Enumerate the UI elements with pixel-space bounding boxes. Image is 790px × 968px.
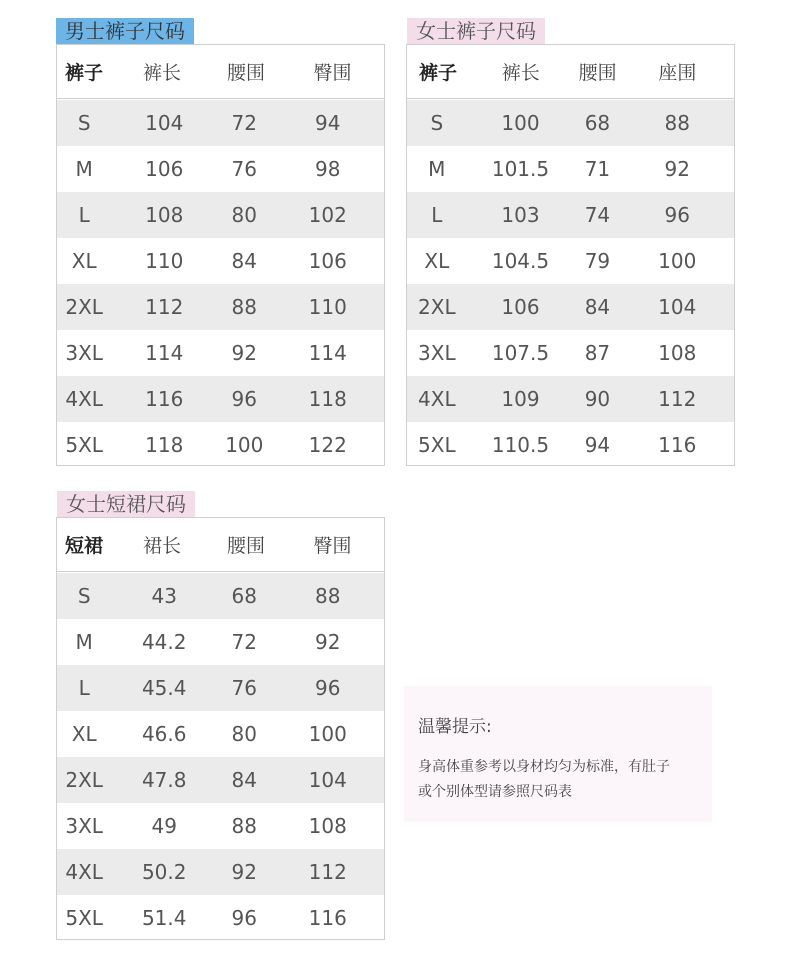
seat-cell: 108 [658,341,697,365]
header-cell: 腰围 [578,62,617,84]
length-cell: 116 [145,387,184,411]
hip-cell: 104 [308,768,347,792]
men-pants-title: 男士裤子尺码 [56,18,194,44]
waist-cell: 68 [584,111,611,135]
size-cell: 2XL [418,295,456,319]
table-body [407,99,734,468]
header-cell: 裤长 [501,62,540,84]
size-cell: XL [71,249,97,273]
length-cell: 51.4 [141,906,187,930]
waist-cell: 84 [231,249,257,273]
length-cell: 50.2 [141,860,187,884]
length-cell: 109 [501,387,540,411]
tip-box [404,686,712,822]
size-cell: 5XL [418,433,456,457]
hip-cell: 108 [308,814,347,838]
waist-cell: 80 [231,203,257,227]
seat-cell: 116 [658,433,697,457]
size-cell: 4XL [65,860,103,884]
length-cell: 104 [145,111,184,135]
table-row [407,238,734,284]
hip-cell: 98 [315,157,341,181]
length-cell: 118 [145,433,184,457]
length-cell: 106 [501,295,540,319]
hip-cell: 118 [308,387,347,411]
table-row [57,619,384,665]
size-cell: S [430,111,444,135]
table-row [57,284,384,330]
length-cell: 45.4 [141,676,187,700]
waist-cell: 80 [231,722,257,746]
seat-cell: 112 [658,387,697,411]
length-cell: 110 [145,249,184,273]
header-cell: 臀围 [313,535,352,557]
header-cell: 腰围 [226,535,265,557]
waist-cell: 87 [584,341,611,365]
waist-cell: 88 [231,814,257,838]
size-cell: S [77,111,91,135]
size-cell: 3XL [65,814,103,838]
hip-cell: 112 [308,860,347,884]
length-cell: 101.5 [491,157,550,181]
hip-cell: 114 [308,341,347,365]
header-cell: 裤长 [142,62,181,84]
hip-cell: 110 [308,295,347,319]
size-cell: M [75,630,93,654]
table-row [57,422,384,468]
waist-cell: 88 [231,295,257,319]
waist-cell: 76 [231,676,257,700]
header-cell: 裤子 [65,62,104,84]
hip-cell: 96 [315,676,341,700]
table-row [57,100,384,146]
size-cell: L [78,203,90,227]
length-cell: 47.8 [141,768,187,792]
waist-cell: 92 [231,860,257,884]
header-cell: 短裙 [65,535,104,557]
size-cell: XL [424,249,450,273]
size-cell: XL [71,722,97,746]
waist-cell: 72 [231,111,257,135]
size-cell: M [428,157,446,181]
length-cell: 103 [501,203,540,227]
waist-cell: 94 [584,433,611,457]
table-row [57,192,384,238]
size-cell: 3XL [418,341,456,365]
length-cell: 104.5 [491,249,550,273]
seat-cell: 104 [658,295,697,319]
table-row [57,146,384,192]
table-row [407,376,734,422]
table-body [57,99,384,468]
waist-cell: 71 [584,157,611,181]
hip-cell: 116 [308,906,347,930]
seat-cell: 96 [664,203,690,227]
seat-cell: 92 [664,157,690,181]
table-header [57,45,384,99]
size-cell: 2XL [65,295,103,319]
table-row [57,895,384,941]
table-row [407,192,734,238]
header-cell: 臀围 [313,62,352,84]
table-row [407,422,734,468]
length-cell: 108 [145,203,184,227]
women-skirt-title: 女士短裙尺码 [57,491,195,517]
length-cell: 112 [145,295,184,319]
length-cell: 114 [145,341,184,365]
waist-cell: 79 [584,249,611,273]
women-pants-title: 女士裤子尺码 [407,18,545,44]
hip-cell: 122 [308,433,347,457]
waist-cell: 76 [231,157,257,181]
header-cell: 腰围 [226,62,265,84]
waist-cell: 84 [231,768,257,792]
table-row [407,100,734,146]
size-cell: L [431,203,443,227]
size-cell: 4XL [65,387,103,411]
size-cell: M [75,157,93,181]
tip-line: 身高体重参考以身材均匀为标准，有肚子 [418,759,670,775]
table-row [407,146,734,192]
length-cell: 110.5 [491,433,550,457]
table-row [57,711,384,757]
waist-cell: 92 [231,341,257,365]
size-cell: 5XL [65,906,103,930]
table-row [57,757,384,803]
hip-cell: 88 [315,584,341,608]
tip-title: 温馨提示: [418,717,492,737]
table-row [57,665,384,711]
size-cell: 3XL [65,341,103,365]
hip-cell: 100 [308,722,347,746]
table-row [57,573,384,619]
header-cell: 裙长 [142,535,181,557]
table-row [57,330,384,376]
waist-cell: 72 [231,630,257,654]
length-cell: 107.5 [491,341,550,365]
length-cell: 43 [151,584,177,608]
table-body [57,572,384,941]
waist-cell: 84 [584,295,611,319]
length-cell: 44.2 [141,630,187,654]
table-row [57,376,384,422]
women-pants-table [406,44,735,466]
header-cell: 座围 [658,62,697,84]
header-cell: 裤子 [419,62,458,84]
length-cell: 49 [151,814,177,838]
tip-line: 或个别体型请参照尺码表 [418,784,572,800]
seat-cell: 88 [664,111,690,135]
table-row [57,803,384,849]
size-cell: L [78,676,90,700]
table-row [57,849,384,895]
length-cell: 100 [501,111,540,135]
men-pants-table [56,44,385,466]
hip-cell: 94 [315,111,341,135]
waist-cell: 74 [584,203,611,227]
size-cell: 4XL [418,387,456,411]
table-row [407,284,734,330]
table-row [407,330,734,376]
tip-text [418,755,698,805]
size-cell: 2XL [65,768,103,792]
length-cell: 46.6 [141,722,187,746]
seat-cell: 100 [658,249,697,273]
table-header [407,45,734,99]
waist-cell: 68 [231,584,257,608]
size-cell: 5XL [65,433,103,457]
waist-cell: 100 [225,433,264,457]
hip-cell: 102 [308,203,347,227]
waist-cell: 90 [584,387,611,411]
table-row [57,238,384,284]
waist-cell: 96 [231,387,257,411]
size-cell: S [77,584,91,608]
waist-cell: 96 [231,906,257,930]
length-cell: 106 [145,157,184,181]
table-header [57,518,384,572]
hip-cell: 106 [308,249,347,273]
hip-cell: 92 [315,630,341,654]
women-skirt-table [56,517,385,940]
